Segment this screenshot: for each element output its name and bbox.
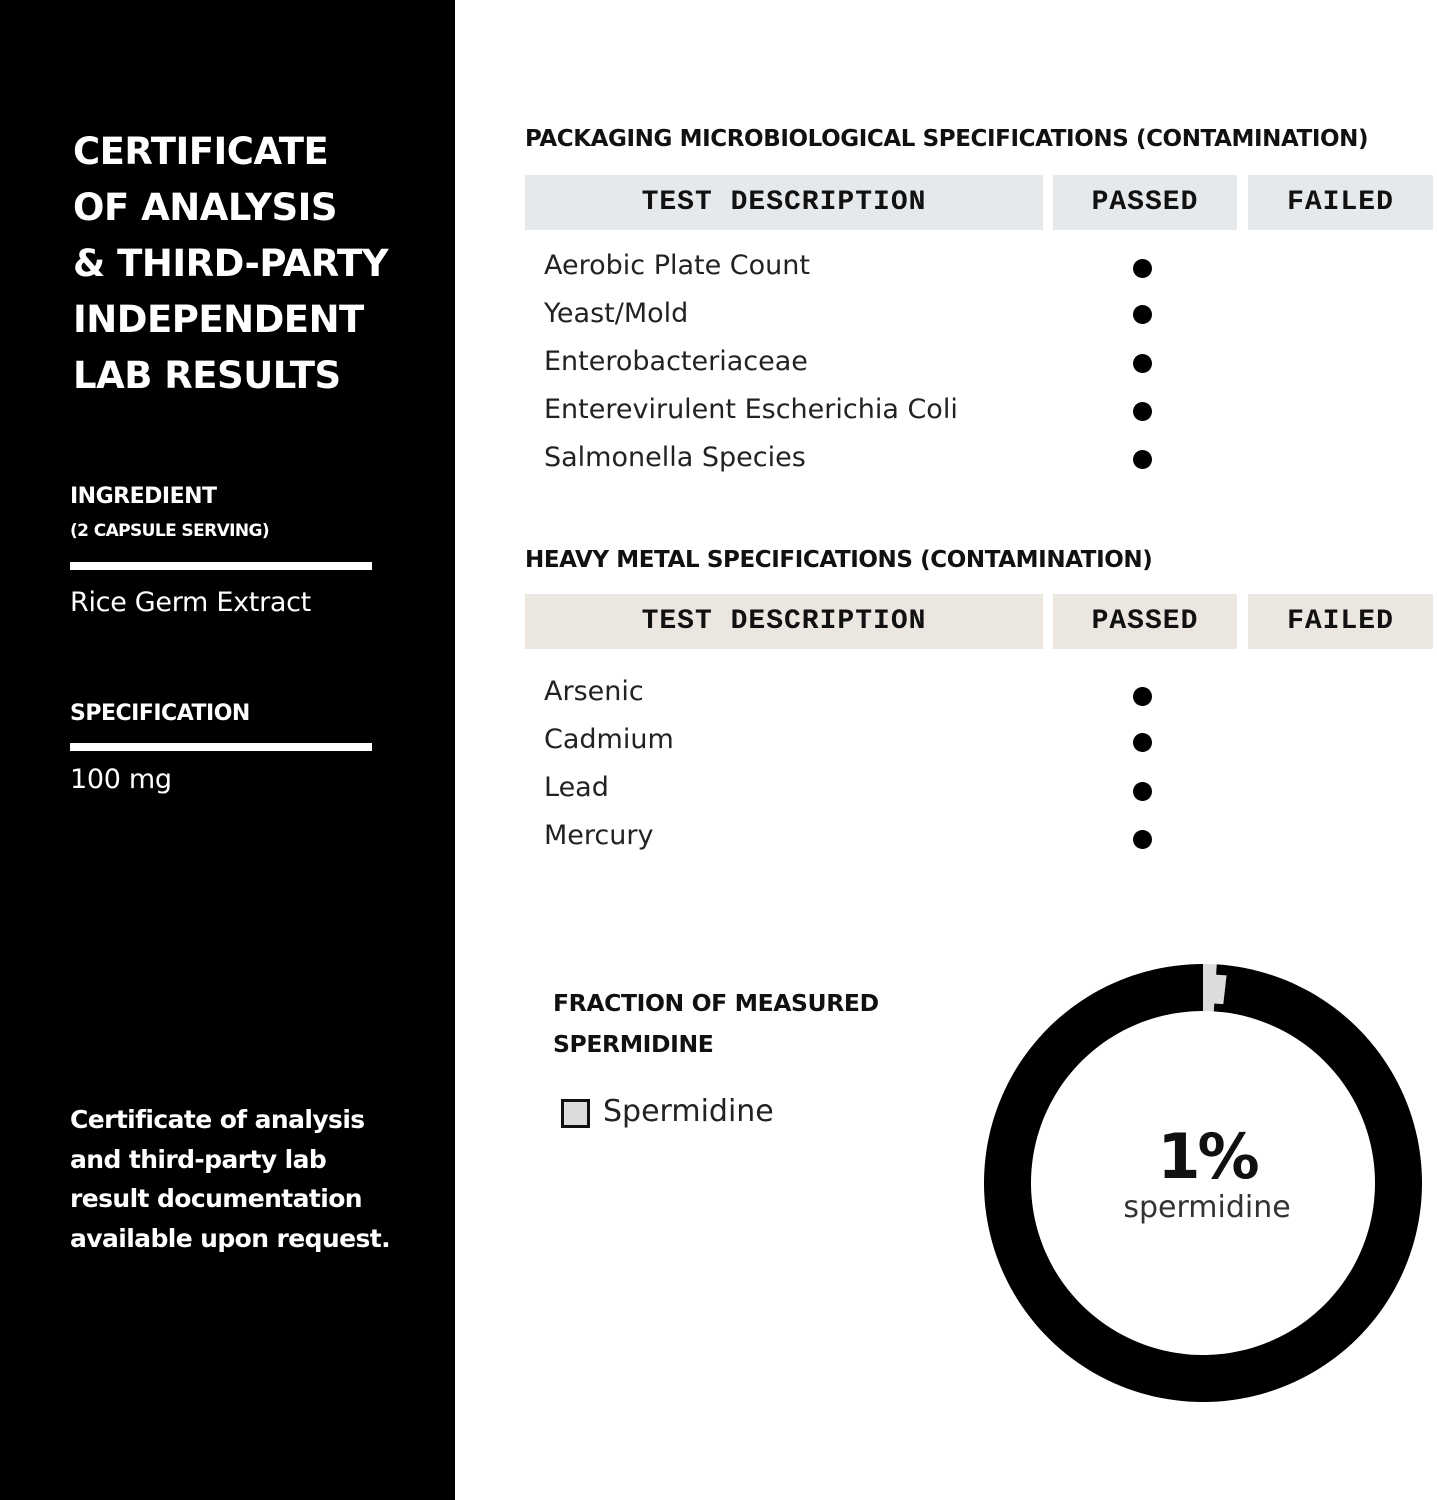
micro-header-failed: FAILED [1248,175,1433,230]
fraction-title: FRACTION OF MEASURED SPERMIDINE [553,989,879,1058]
passed-dot [1133,830,1152,849]
passed-dot [1133,402,1152,421]
passed-dot [1133,305,1152,324]
donut-center-value: 1% [1157,1120,1257,1193]
table-row-label: Aerobic Plate Count [544,250,810,281]
table-row-label: Arsenic [544,676,644,707]
specification-label: SPECIFICATION [70,701,250,726]
donut-center-label: spermidine [1123,1190,1291,1225]
donut-slice-spermidine-marker [1206,974,1227,1004]
micro-header-test: TEST DESCRIPTION [525,175,1043,230]
ingredient-value: Rice Germ Extract [70,587,311,618]
passed-dot [1133,733,1152,752]
micro-section-title: PACKAGING MICROBIOLOGICAL SPECIFICATIONS (CONTAMINATION) [525,126,1369,152]
micro-header-passed: PASSED [1053,175,1237,230]
table-row-label: Lead [544,772,609,803]
ingredient-divider [70,562,372,570]
availability-note: Certificate of analysis and third-party lab result documentation available upon request. [70,1105,391,1253]
left-panel [0,0,455,1500]
metal-header-test: TEST DESCRIPTION [525,594,1043,649]
metal-header-passed: PASSED [1053,594,1237,649]
passed-dot [1133,782,1152,801]
metal-section-title: HEAVY METAL SPECIFICATIONS (CONTAMINATION) [525,547,1153,573]
specification-value: 100 mg [70,764,172,795]
table-row-label: Yeast/Mold [544,298,689,329]
page-title: CERTIFICATE OF ANALYSIS & THIRD-PARTY INDEPENDENT LAB RESULTS [73,130,389,397]
table-row-label: Enterevirulent Escherichia Coli [544,394,958,425]
passed-dot [1133,354,1152,373]
legend-label: Spermidine [603,1094,774,1129]
passed-dot [1133,450,1152,469]
passed-dot [1133,259,1152,278]
metal-header-failed: FAILED [1248,594,1433,649]
passed-dot [1133,687,1152,706]
table-row-label: Enterobacteriaceae [544,346,808,377]
ingredient-label: INGREDIENT [70,484,217,509]
legend-swatch [561,1099,590,1128]
ingredient-note: (2 CAPSULE SERVING) [70,521,270,541]
table-row-label: Salmonella Species [544,442,806,473]
specification-divider [70,743,372,751]
table-row-label: Cadmium [544,724,674,755]
table-row-label: Mercury [544,820,654,851]
